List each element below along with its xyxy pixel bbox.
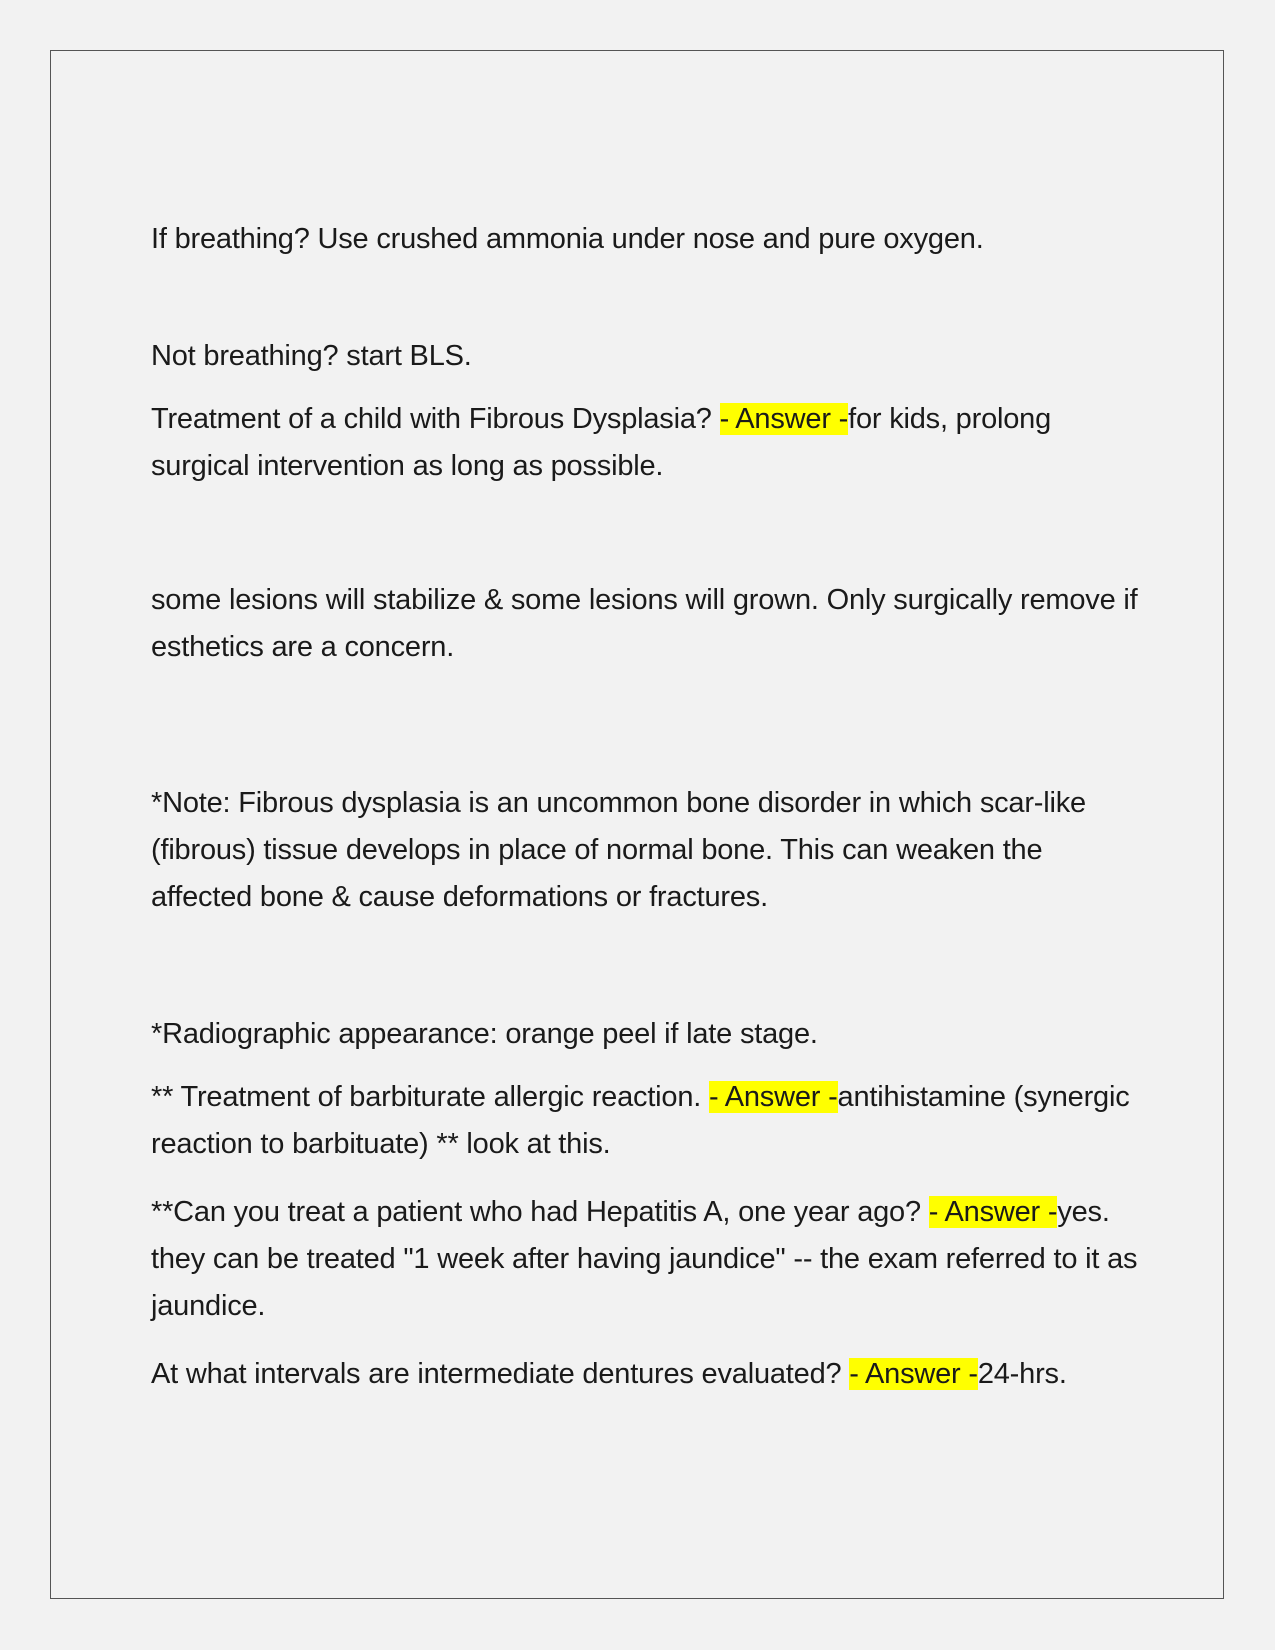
paragraph-breathing: If breathing? Use crushed ammonia under nose and pure oxygen. (151, 223, 984, 255)
question-text: ** Treatment of barbiturate allergic reaction. (151, 1081, 709, 1113)
question-text: Treatment of a child with Fibrous Dysplasia? (151, 403, 720, 435)
paragraph-lesions: some lesions will stabilize & some lesions will grown. Only surgically remove if esthetics are a concern. (151, 584, 1138, 663)
qa-hepatitis (151, 1189, 1141, 1330)
answer-marker: - Answer - (928, 1196, 1058, 1228)
paragraph-note-fibrous-dysplasia: *Note: Fibrous dysplasia is an uncommon bone disorder in which scar-like (fibrous) tissue develops in place of normal bone. This can weaken the affected bone & cause deformations or fractures. (151, 787, 1086, 913)
answer-marker: - Answer - (849, 1358, 978, 1390)
answer-text: for kids, prolong surgical intervention as long as possible. (151, 403, 1052, 482)
qa-intermediate-dentures (151, 1351, 1141, 1398)
answer-marker: - Answer - (709, 1081, 838, 1113)
paragraph-not-breathing: Not breathing? start BLS. (151, 340, 472, 372)
qa-fibrous-dysplasia (151, 396, 1141, 490)
qa-barbiturate (151, 1074, 1141, 1168)
answer-text: antihistamine (synergic reaction to barbituate) ** look at this. (151, 1081, 1130, 1160)
answer-text: 24-hrs. (977, 1358, 1067, 1390)
answer-marker: - Answer - (719, 403, 849, 435)
question-text: At what intervals are intermediate dentures evaluated? (151, 1358, 850, 1390)
paragraph-radiographic: *Radiographic appearance: orange peel if late stage. (151, 1018, 818, 1050)
answer-text: yes. they can be treated "1 week after having jaundice" -- the exam referred to it as jaundice. (151, 1196, 1138, 1322)
question-text: **Can you treat a patient who had Hepatitis A, one year ago? (151, 1196, 929, 1228)
